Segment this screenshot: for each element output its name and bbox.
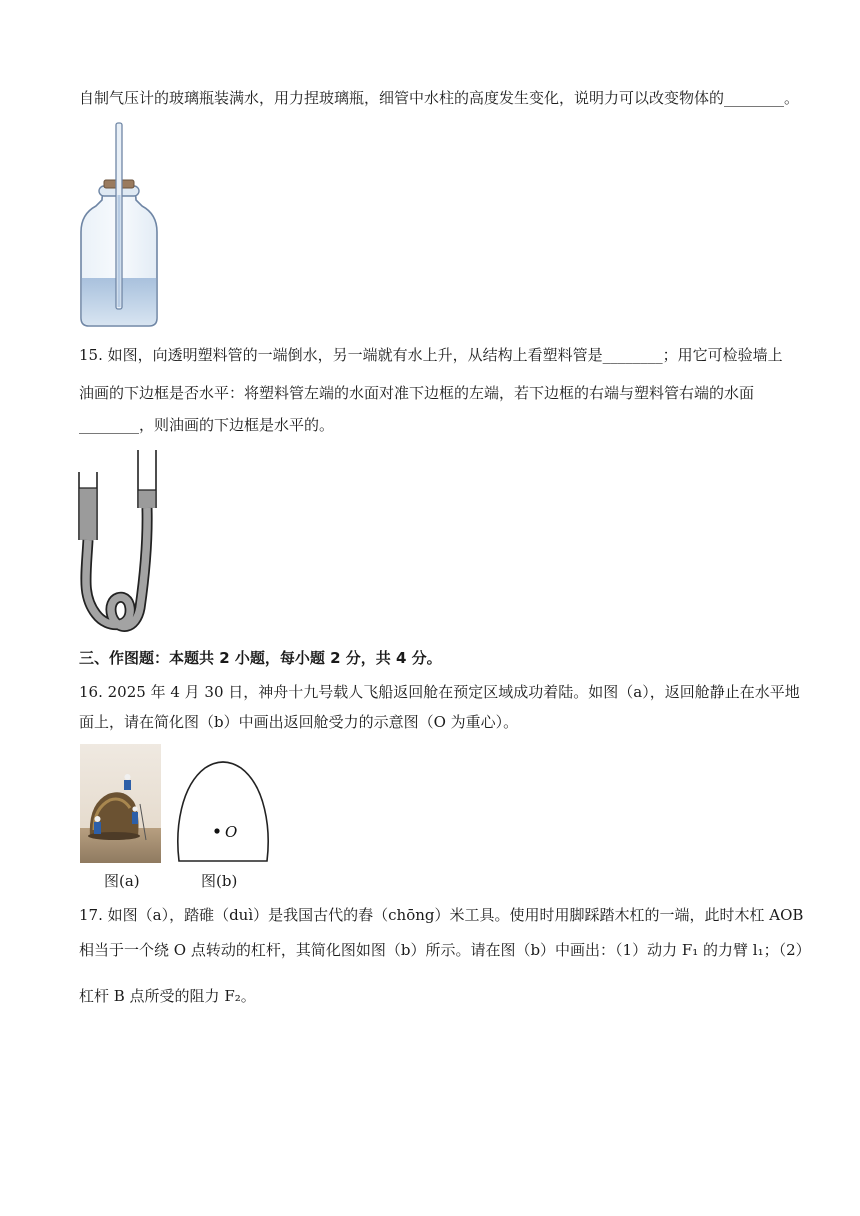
capsule-photo — [80, 744, 161, 863]
caption-figure-a: 图(a) — [104, 872, 140, 890]
q16-line1: 16. 2025 年 4 月 30 日，神舟十九号载人飞船返回舱在预定区域成功着陆。如图（a），返回舱静止在水平地 — [79, 683, 800, 701]
q15-line1: 15. 如图，向透明塑料管的一端倒水，另一端就有水上升，从结构上看塑料管是________；用它可检验墙上 — [79, 346, 783, 364]
capsule-outline-figure — [175, 758, 271, 864]
q15-line3: ________，则油画的下边框是水平的。 — [79, 416, 335, 434]
q17-line2: 相当于一个绕 O 点转动的杠杆，其简化图如图（b）所示。请在图（b）中画出：（1）动力 F₁ 的力臂 l₁；（2） — [79, 941, 811, 959]
center-of-gravity-label: O — [225, 823, 238, 841]
u-tube-figure — [76, 446, 162, 636]
q16-line2: 面上，请在简化图（b）中画出返回舱受力的示意图（O 为重心）。 — [79, 713, 519, 731]
q17-line3: 杠杆 B 点所受的阻力 F₂。 — [79, 987, 256, 1005]
barometer-bottle-figure — [78, 120, 160, 330]
caption-figure-b: 图(b) — [201, 872, 238, 890]
q14-text: 自制气压计的玻璃瓶装满水，用力捏玻璃瓶，细管中水柱的高度发生变化，说明力可以改变物体的________。 — [79, 89, 800, 107]
q17-line1: 17. 如图（a），踏碓（duì）是我国古代的舂（chōng）米工具。使用时用脚踩踏木杠的一端，此时木杠 AOB — [79, 906, 804, 924]
q15-line2: 油画的下边框是否水平：将塑料管左端的水面对准下边框的左端，若下边框的右端与塑料管右端的水面 — [79, 384, 755, 402]
section-3-heading: 三、作图题：本题共 2 小题，每小题 2 分，共 4 分。 — [79, 649, 442, 667]
